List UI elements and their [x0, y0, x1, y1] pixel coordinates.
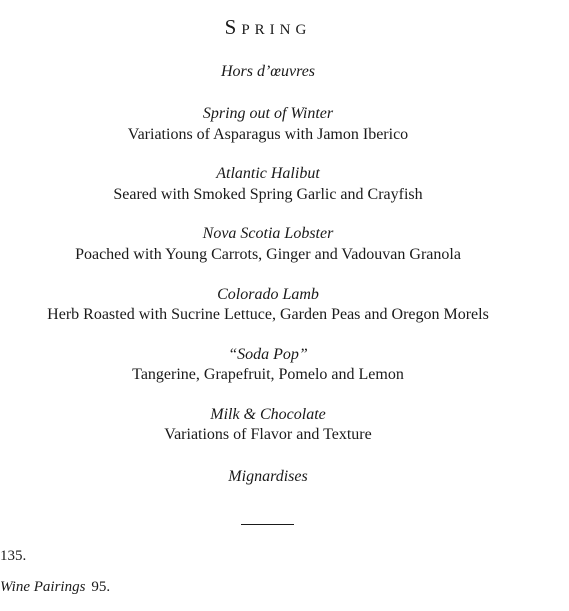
course-description-soda-pop: Tangerine, Grapefruit, Pomelo and Lemon [132, 366, 404, 383]
course-description-milk-and-chocolate: Variations of Flavor and Texture [164, 426, 372, 443]
course-description-atlantic-halibut: Seared with Smoked Spring Garlic and Crayfish [113, 186, 423, 203]
course-description-nova-scotia-lobster: Poached with Young Carrots, Ginger and Vadouvan Granola [75, 246, 461, 263]
menu-price: 135. [0, 548, 27, 564]
course-name-spring-out-of-winter: Spring out of Winter [202, 105, 334, 122]
wine-pairings-label: Wine Pairings [0, 579, 86, 595]
course-description-colorado-lamb: Herb Roasted with Sucrine Lettuce, Garden Peas and Oregon Morels [47, 306, 489, 323]
course-name-atlantic-halibut: Atlantic Halibut [216, 165, 320, 182]
course-name-mignardises: Mignardises [228, 468, 308, 485]
course-name-milk-and-chocolate: Milk & Chocolate [210, 406, 326, 423]
course-name-hors-doeuvres: Hors d’œuvres [220, 63, 316, 80]
course-name-colorado-lamb: Colorado Lamb [217, 286, 319, 303]
season-title: Spring [224, 15, 312, 39]
wine-pairings-price: 95. [91, 579, 111, 595]
course-name-nova-scotia-lobster: Nova Scotia Lobster [202, 225, 334, 242]
course-description-spring-out-of-winter: Variations of Asparagus with Jamon Iberico [127, 126, 409, 143]
course-name-soda-pop: “Soda Pop” [228, 346, 308, 363]
divider-rule [241, 524, 294, 525]
wine-pairings [0, 578, 536, 596]
